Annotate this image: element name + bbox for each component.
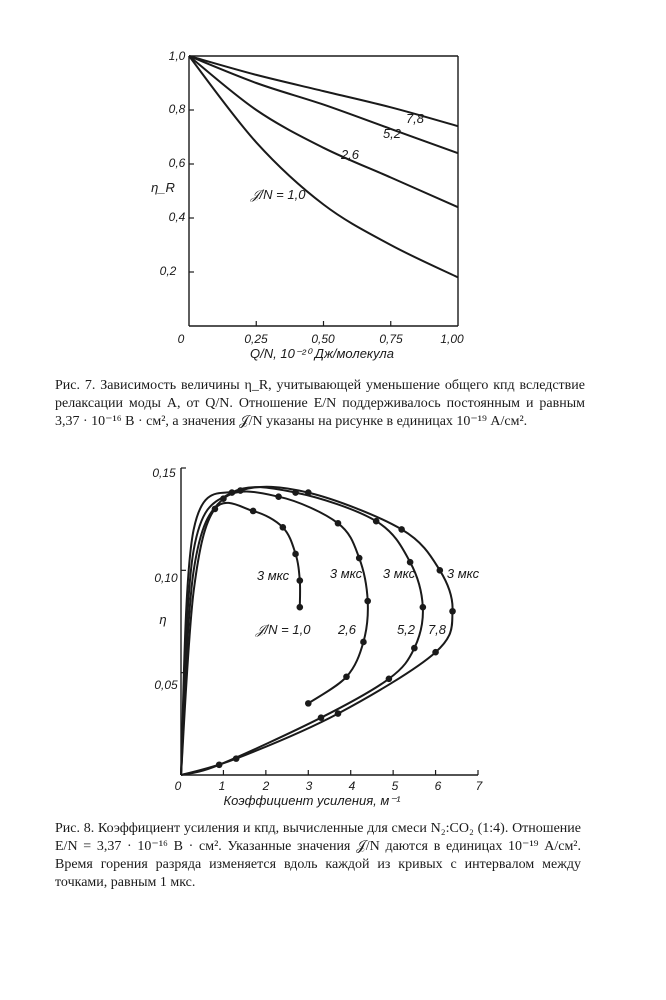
fig7-y-tick-3: 0,8: [168, 102, 186, 116]
fig8-y-tick-0: 0,05: [154, 678, 178, 692]
fig7-x-tick-2: 0,50: [311, 332, 335, 346]
fig7-x-tick-0: 0: [177, 332, 185, 346]
fig8-point-7-8: [305, 489, 312, 496]
figure8-caption: Рис. 8. Коэффициент усиления и кпд, вычисленные для смеси N₂:CO₂ (1:4). Отношение E/N = 3,37 · 10⁻¹⁶ В · см². Указанные значения 𝒥/N даются в единицах 10⁻¹⁹ А/см². Время горения разряда изменяется вдоль каждой из кривых с интервалом между точками, равным 1 мкс.: [55, 821, 581, 890]
fig7-x-axis-label: Q/N, 10⁻²⁰ Дж/молекула: [250, 346, 394, 361]
fig8-x-tick-6: 6: [434, 779, 442, 793]
fig8-curve-label-1-0: 𝒥/N = 1,0: [255, 622, 311, 637]
fig8-point-7-8: [335, 710, 342, 717]
fig8-time-label-2: 3 мкс: [329, 566, 363, 581]
fig8-x-tick-1: 1: [218, 779, 226, 793]
fig8-point-2-6: [356, 555, 363, 562]
fig8-time-label-3: 3 мкс: [382, 566, 416, 581]
fig8-time-label-4: 3 мкс: [446, 566, 480, 581]
fig8-point-2-6: [305, 700, 312, 707]
fig8-point-5-2: [373, 518, 380, 525]
fig7-series-line-2-6: [189, 56, 458, 207]
fig7-curve-label-1-0: 𝒥/N = 1,0: [250, 187, 306, 202]
fig7-series-line-5-2: [189, 56, 458, 153]
fig8-point-1-0: [297, 604, 304, 611]
fig8-point-7-8: [237, 487, 244, 494]
fig8-x-tick-4: 4: [348, 779, 356, 793]
fig8-point-5-2: [420, 604, 427, 611]
fig8-point-1-0: [292, 551, 299, 558]
fig8-point-1-0: [280, 524, 287, 531]
fig8-y-tick-2: 0,15: [152, 466, 176, 480]
figure8-chart: [152, 466, 483, 808]
fig7-y-tick-4: 1,0: [168, 49, 186, 63]
fig8-x-tick-5: 5: [391, 779, 399, 793]
fig7-x-tick-3: 0,75: [379, 332, 403, 346]
fig8-y-axis-label: η: [159, 612, 167, 627]
figure7-chart: [151, 49, 464, 361]
fig8-point-2-6: [360, 639, 367, 646]
fig8-point-2-6: [343, 673, 350, 680]
fig8-point-7-8: [398, 526, 405, 533]
fig7-tick-marks: [189, 110, 391, 326]
fig8-curve-label-7-8: 7,8: [427, 622, 447, 637]
fig7-y-tick-0: 0,2: [159, 264, 177, 278]
fig7-x-tick-1: 0,25: [244, 332, 268, 346]
fig8-point-2-6: [335, 520, 342, 527]
fig8-time-label-1: 3 мкс: [256, 568, 290, 583]
fig8-x-tick-3: 3: [305, 779, 313, 793]
fig8-point-5-2: [411, 645, 418, 652]
fig7-y-tick-1: 0,4: [168, 210, 186, 224]
fig8-x-tick-7: 7: [475, 779, 483, 793]
figure7-caption: Рис. 7. Зависимость величины η_R, учитывающей уменьшение общего кпд вследствие релаксации моды А, от Q/N. Отношение E/N поддерживалось постоянным и равным 3,37 · 10⁻¹⁶ В · см², а значения 𝒥/N указаны на рисунке в единицах 10⁻¹⁹ А/см².: [55, 378, 585, 429]
fig8-point-1-0: [297, 577, 304, 584]
fig8-point-5-2: [407, 559, 414, 566]
fig8-point-7-8: [437, 567, 444, 574]
fig8-x-tick-2: 2: [262, 779, 270, 793]
fig8-point-7-8: [449, 608, 456, 615]
fig8-point-2-6: [364, 598, 371, 605]
fig8-point-7-8: [432, 649, 439, 656]
fig8-point-2-6: [275, 493, 282, 500]
fig8-point-1-0: [250, 508, 257, 515]
fig7-y-axis-label: η_R: [151, 180, 175, 195]
fig7-y-tick-2: 0,6: [168, 156, 186, 170]
fig7-curve-label-7-8: 7,8: [405, 111, 425, 126]
fig8-y-tick-1: 0,10: [154, 571, 178, 585]
fig7-curve-label-5-2: 5,2: [382, 126, 402, 141]
fig8-curve-label-2-6: 2,6: [337, 622, 357, 637]
fig7-x-tick-4: 1,00: [440, 332, 464, 346]
fig8-x-axis-label: Коэффициент усиления, м⁻¹: [223, 793, 401, 808]
fig8-point-5-2: [386, 676, 393, 683]
fig7-series-group: [189, 56, 458, 277]
fig8-point-7-8: [233, 755, 240, 762]
fig8-curve-label-5-2: 5,2: [396, 622, 416, 637]
fig8-x-tick-0: 0: [174, 779, 182, 793]
fig7-curve-label-2-6: 2,6: [340, 147, 360, 162]
